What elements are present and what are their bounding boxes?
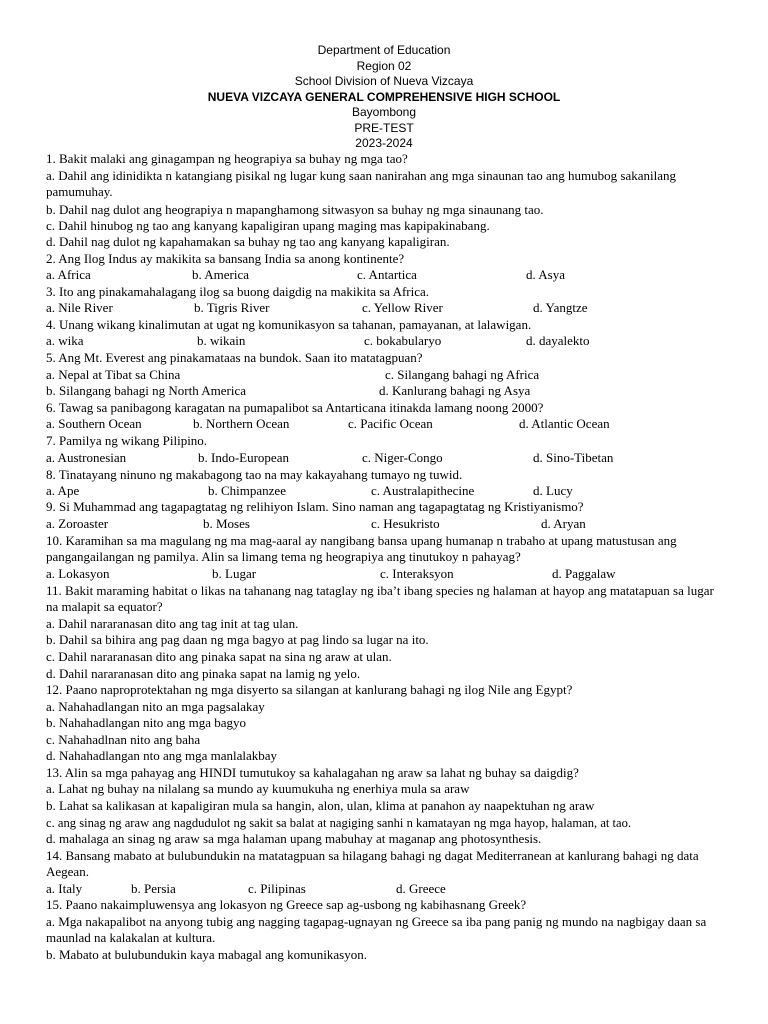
q13-option-a: a. Lahat ng buhay na nilalang sa mundo ay kuumukuha ng enerhiya mula sa araw <box>46 781 470 796</box>
q10-option-b: b. Lugar <box>212 566 257 581</box>
town-line: Bayombong <box>351 105 417 119</box>
q12-option-c: c. Nahahadlnan nito ang baha <box>46 732 201 747</box>
q7-option-b: b. Indo-European <box>198 450 289 465</box>
q10-option-a: a. Lokasyon <box>46 566 110 581</box>
q4-option-a: a. wika <box>46 333 84 348</box>
question-6: 6. Tawag sa panibagong karagatan na pumapalibot sa Antarticana itinakda lamang noong 2000? <box>46 400 544 415</box>
q4-option-b: b. wikain <box>197 333 246 348</box>
q15-option-b: b. Mabato at bulubundukin kaya mabagal ang komunikasyon. <box>46 947 367 962</box>
q12-option-b: b. Nahahadlangan nito ang mga bagyo <box>46 715 246 730</box>
q12-option-a: a. Nahahadlangan nito an mga pagsalakay <box>46 699 265 714</box>
q2-option-b: b. America <box>192 267 250 282</box>
q14-option-b: b. Persia <box>131 881 176 896</box>
question-4: 4. Unang wikang kinalimutan at ugat ng komunikasyon sa tahanan, pamayanan, at lalawigan. <box>46 317 532 332</box>
test-title: PRE-TEST <box>354 121 414 135</box>
q9-option-b: b. Moses <box>203 516 250 531</box>
q8-option-d: d. Lucy <box>533 483 573 498</box>
q1-option-a: a. Dahil ang idinidikta n katangiang pisikal ng lugar kung saan nanirahan ang mga sinaunan tao ang humubog sakanilang pamumuhay. <box>46 168 676 199</box>
q3-option-c: c. Yellow River <box>362 300 443 315</box>
q10-option-c: c. Interaksyon <box>380 566 454 581</box>
q3-option-b: b. Tigris River <box>194 300 270 315</box>
q9-option-c: c. Hesukristo <box>371 516 440 531</box>
question-9: 9. Si Muhammad ang tagapagtatag ng relihiyon Islam. Sino naman ang tagapagtatag ng Kristiyanismo? <box>46 499 584 514</box>
question-15: 15. Paano nakaimpluwensya ang lokasyon ng Greece sap ag-usbong ng kabihasnang Greek? <box>46 897 527 912</box>
q14-option-a: a. Italy <box>46 881 83 896</box>
region-line: Region 02 <box>356 59 412 73</box>
q2-option-c: c. Antartica <box>357 267 417 282</box>
q9-option-a: a. Zoroaster <box>46 516 109 531</box>
q5-option-c: c. Silangang bahagi ng Africa <box>385 367 540 382</box>
q13-option-d: d. mahalaga an sinag ng araw sa mga halaman upang mabuhay at maganap ang photosynthesis. <box>46 831 542 846</box>
q7-option-a: a. Austronesian <box>46 450 127 465</box>
q11-option-b: b. Dahil sa bihira ang pag daan ng mga bagyo at pag lindo sa lugar na ito. <box>46 632 429 647</box>
question-14: 14. Bansang mabato at bulubundukin na matatagpuan sa hilagang bahagi ng dagat Mediterranean at kanlurang bahagi ng data Aegean. <box>46 848 699 879</box>
question-3: 3. Ito ang pinakamahalagang ilog sa buong daigdig na makikita sa Africa. <box>46 284 430 299</box>
q8-option-c: c. Australapithecine <box>371 483 475 498</box>
school-name: NUEVA VIZCAYA GENERAL COMPREHENSIVE HIGH SCHOOL <box>207 90 561 104</box>
q9-option-d: d. Aryan <box>541 516 586 531</box>
question-1: 1. Bakit malaki ang ginagampan ng heograpiya sa buhay ng mga tao? <box>46 151 408 166</box>
q1-option-c: c. Dahil hinubog ng tao ang kanyang kapaligiran upang maging mas kapipakinabang. <box>46 218 490 233</box>
question-8: 8. Tinatayang ninuno ng makabagong tao na may kakayahang tumayo ng tuwid. <box>46 467 463 482</box>
q11-option-a: a. Dahil nararanasan dito ang tag init at tag ulan. <box>46 616 299 631</box>
q13-option-c: c. ang sinag ng araw ang nagdudulot ng sakit sa balat at nagiging sanhi n kamatayan ng mga hayop, halaman, at tao. <box>46 816 632 830</box>
q1-option-d: d. Dahil nag dulot ng kapahamakan sa buhay ng tao ang kanyang kapaligiran. <box>46 234 450 249</box>
question-13: 13. Alin sa mga pahayag ang HINDI tumutukoy sa kahalagahan ng araw sa lahat ng buhay sa daigdig? <box>46 765 579 780</box>
q3-option-d: d. Yangtze <box>533 300 588 315</box>
question-12: 12. Paano naproprotektahan ng mga disyerto sa silangan at kanlurang bahagi ng ilog Nile ang Egypt? <box>46 682 573 697</box>
question-10: 10. Karamihan sa ma magulang ng ma mag-aaral ay nangibang bansa upang humanap n trabaho at upang matustusan ang pangangailangan ng pamilya. Alin sa limang tema ng heograpiya ang tinutukoy n pahayag? <box>46 533 677 564</box>
q7-option-c: c. Niger-Congo <box>362 450 443 465</box>
q3-option-a: a. Nile River <box>46 300 113 315</box>
q5-option-a: a. Nepal at Tibat sa China <box>46 367 181 382</box>
question-5: 5. Ang Mt. Everest ang pinakamataas na bundok. Saan ito matatagpuan? <box>46 350 423 365</box>
q8-option-b: b. Chimpanzee <box>208 483 286 498</box>
q11-option-d: d. Dahil nararanasan dito ang pinaka sapat na lamig ng yelo. <box>46 666 361 681</box>
q6-option-d: d. Atlantic Ocean <box>519 416 610 431</box>
q5-option-b: b. Silangang bahagi ng North America <box>46 383 247 398</box>
q2-option-a: a. Africa <box>46 267 91 282</box>
q6-option-a: a. Southern Ocean <box>46 416 142 431</box>
q4-option-c: c. bokabularyo <box>364 333 442 348</box>
q7-option-d: d. Sino-Tibetan <box>533 450 614 465</box>
q6-option-c: c. Pacific Ocean <box>348 416 433 431</box>
q14-option-d: d. Greece <box>396 881 446 896</box>
q8-option-a: a. Ape <box>46 483 80 498</box>
q2-option-d: d. Asya <box>526 267 565 282</box>
department-line: Department of Education <box>317 43 451 57</box>
question-11: 11. Bakit maraming habitat o likas na tahanang nag tataglay ng iba’t ibang species ng halaman at hayop ang matatapuan sa lugar na malapit sa equator? <box>46 583 714 614</box>
division-line: School Division of Nueva Vizcaya <box>294 74 474 88</box>
q4-option-d: d. dayalekto <box>526 333 590 348</box>
q13-option-b: b. Lahat sa kalikasan at kapaligiran mula sa hangin, alon, ulan, klima at panahon ay naapektuhan ng araw <box>46 798 595 813</box>
q6-option-b: b. Northern Ocean <box>193 416 290 431</box>
q10-option-d: d. Paggalaw <box>552 566 616 581</box>
q11-option-c: c. Dahil nararanasan dito ang pinaka sapat na sina ng araw at ulan. <box>46 649 392 664</box>
q12-option-d: d. Nahahadlangan nto ang mga manlalakbay <box>46 748 278 763</box>
question-7: 7. Pamilya ng wikang Pilipino. <box>46 433 208 448</box>
q1-option-b: b. Dahil nag dulot ang heograpiya n mapanghamong sitwasyon sa buhay ng mga sinaunang tao. <box>46 202 544 217</box>
school-year: 2023-2024 <box>355 136 413 150</box>
q5-option-d: d. Kanlurang bahagi ng Asya <box>379 383 531 398</box>
q14-option-c: c. Pilipinas <box>248 881 306 896</box>
question-2: 2. Ang Ilog Indus ay makikita sa bansang India sa anong kontinente? <box>46 251 405 266</box>
q15-option-a: a. Mga nakapalibot na anyong tubig ang nagging tagapag-ugnayan ng Greece sa iba pang panig ng mundo na nagbigay daan sa maunlad na kalakalan at kultura. <box>46 914 707 945</box>
